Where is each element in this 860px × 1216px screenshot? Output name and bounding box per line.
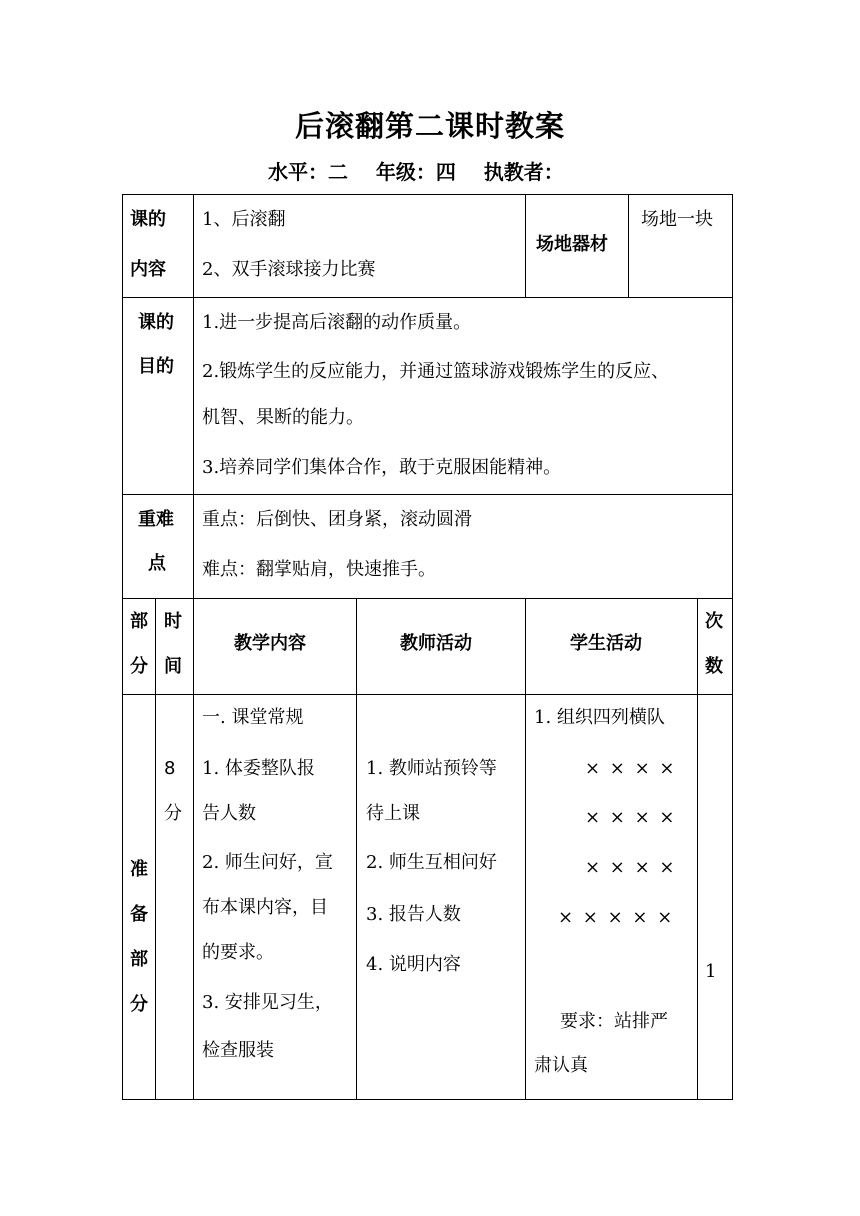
prep-part-char: 准 xyxy=(130,859,148,880)
venue-value: 场地一块 xyxy=(641,209,713,230)
prep-content-line: 告人数 xyxy=(202,803,256,824)
purpose-header-line2: 目的 xyxy=(138,356,174,377)
page-subtitle: 水平：二 年级：四 执教者： xyxy=(268,160,564,184)
col-content: 教学内容 xyxy=(234,633,306,654)
content-header-line2: 内容 xyxy=(130,259,166,280)
prep-teacher-line: 1. 教师站预铃等 xyxy=(366,758,497,779)
prep-content-line: 2. 师生问好，宣 xyxy=(202,852,333,873)
prep-content-line: 布本课内容，目 xyxy=(202,897,328,918)
col-part-2: 分 xyxy=(130,656,148,677)
col-count-1: 次 xyxy=(705,611,723,632)
prep-content-line: 3. 安排见习生， xyxy=(202,992,333,1013)
col-teacher: 教师活动 xyxy=(400,633,472,654)
col-count-2: 数 xyxy=(705,656,723,677)
purpose-line-4: 3.培养同学们集体合作，敢于克服困能精神。 xyxy=(202,457,562,478)
prep-part-char: 分 xyxy=(130,994,148,1015)
prep-teacher-line: 2. 师生互相问好 xyxy=(366,852,497,873)
prep-time-unit: 分 xyxy=(164,803,182,824)
col-time-1: 时 xyxy=(164,611,182,632)
prep-teacher-line: 3. 报告人数 xyxy=(366,904,461,925)
prep-content-line: 的要求。 xyxy=(202,942,274,963)
difficulty-header-line1: 重难 xyxy=(138,509,174,530)
purpose-header-line1: 课的 xyxy=(138,312,174,333)
formation-row: × × × × xyxy=(585,758,677,779)
col-time-2: 间 xyxy=(164,656,182,677)
prep-time-value: 8 xyxy=(164,758,176,779)
prep-teacher-line: 4. 说明内容 xyxy=(366,954,461,975)
purpose-line-3: 机智、果断的能力。 xyxy=(202,407,364,428)
content-item-1: 1、后滚翻 xyxy=(202,209,286,230)
purpose-line-2: 2.锻炼学生的反应能力，并通过篮球游戏锻炼学生的反应、 xyxy=(202,361,670,382)
prep-content-line: 一. 课堂常规 xyxy=(202,707,304,728)
prep-count: 1 xyxy=(705,961,717,982)
difficulty-header-line2: 点 xyxy=(148,553,166,574)
prep-content-line: 1. 体委整队报 xyxy=(202,758,315,779)
venue-label: 场地器材 xyxy=(536,234,608,255)
prep-student-requirement: 肃认真 xyxy=(534,1055,588,1076)
prep-student-heading: 1. 组织四列横队 xyxy=(534,707,665,728)
prep-part-char: 备 xyxy=(130,904,148,925)
formation-row: × × × × xyxy=(585,807,677,828)
page-title: 后滚翻第二课时教案 xyxy=(294,109,565,143)
purpose-line-1: 1.进一步提高后滚翻的动作质量。 xyxy=(202,312,472,333)
formation-row: × × × × xyxy=(585,857,677,878)
col-student: 学生活动 xyxy=(570,633,642,654)
prep-teacher-line: 待上课 xyxy=(366,803,420,824)
key-point: 重点：后倒快、团身紧，滚动圆滑 xyxy=(202,509,472,530)
content-item-2: 2、双手滚球接力比赛 xyxy=(202,259,376,280)
formation-row: × × × × × xyxy=(558,907,675,928)
prep-content-line: 检查服装 xyxy=(202,1040,274,1061)
difficult-point: 难点：翻掌贴肩，快速推手。 xyxy=(202,559,436,580)
content-header-line1: 课的 xyxy=(130,209,166,230)
col-part-1: 部 xyxy=(130,611,148,632)
prep-part-char: 部 xyxy=(130,949,148,970)
prep-student-requirement: 要求：站排严 xyxy=(560,1011,668,1032)
